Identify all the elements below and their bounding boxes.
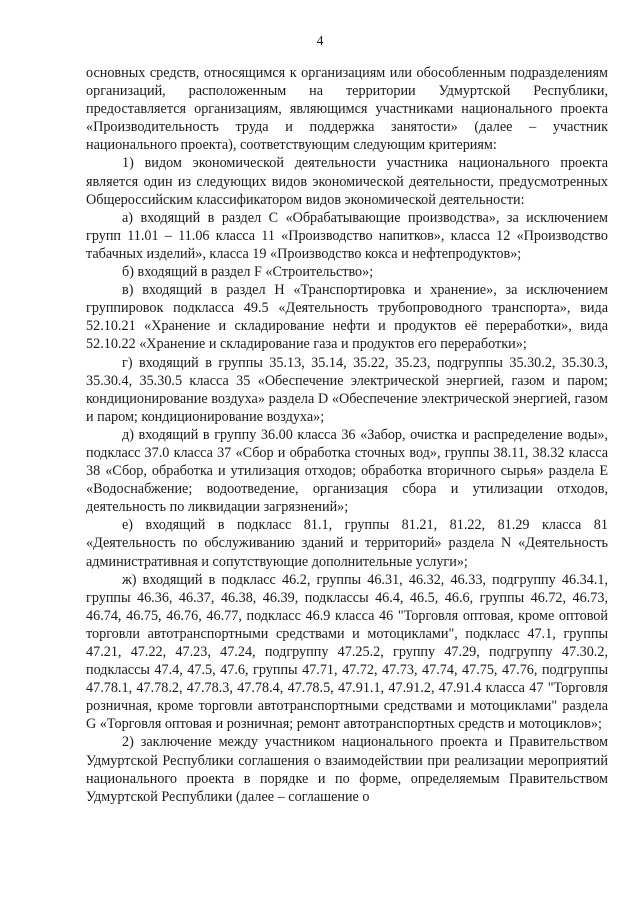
- paragraph-item-v: в) входящий в раздел H «Транспортировка и хранение», за исключением группировок подкласса 49.5 «Деятельность трубопроводного транспорта», вида 52.10.21 «Хранение и складирование нефти и продуктов её переработки», вида 52.10.22 «Хранение и складирование газа и продуктов его переработки»;: [86, 282, 608, 353]
- paragraph-intro: основных средств, относящимся к организациям или обособленным подразделениям организаций, расположенным на территории Удмуртской Республики, предоставляется организациям, являющимся участниками национального проекта «Производительность труда и поддержка занятости» (далее – участник национального проекта), соответствующим следующим критериям:: [86, 65, 608, 154]
- paragraph-item-d: д) входящий в группу 36.00 класса 36 «Забор, очистка и распределение воды», подкласс 37.0 класса 37 «Сбор и обработка сточных вод», группы 38.11, 38.32 класса 38 «Сбор, обработка и утилизация отходов; обработка вторичного сырья» раздела E «Водоснабжение; водоотведение, организация сбора и утилизации отходов, деятельность по ликвидации загрязнений»;: [86, 426, 608, 516]
- paragraph-item-b: б) входящий в раздел F «Строительство»;: [122, 264, 374, 281]
- page-number: 4: [316, 34, 324, 49]
- paragraph-criterion-1: 1) видом экономической деятельности участника национального проекта является один из следующих видов экономической деятельности, предусмотренных Общероссийским классификатором видов экономической деятельности:: [86, 155, 608, 208]
- paragraph-item-g: г) входящий в группы 35.13, 35.14, 35.22, 35.23, подгруппы 35.30.2, 35.30.3, 35.30.4, 35.30.5 класса 35 «Обеспечение электрической энергией, газом и паром; кондиционирование воздуха» раздела D «Обеспечение электрической энергией, газом и паром; кондиционирование воздуха»;: [86, 354, 608, 425]
- document-body: [86, 64, 608, 806]
- paragraph-item-e: е) входящий в подкласс 81.1, группы 81.21, 81.22, 81.29 класса 81 «Деятельность по обслуживанию зданий и территорий» раздела N «Деятельность административная и сопутствующие дополнительные услуги»;: [86, 517, 608, 570]
- paragraph-criterion-2: 2) заключение между участником национального проекта и Правительством Удмуртской Республики соглашения о взаимодействии при реализации мероприятий национального проекта в порядке и по форме, определяемым Правительством Удмуртской Республики (далее – соглашение о: [86, 734, 608, 805]
- paragraph-item-a: а) входящий в раздел C «Обрабатывающие производства», за исключением групп 11.01 – 11.06 класса 11 «Производство напитков», класса 12 «Производство табачных изделий», класса 19 «Производство кокса и нефтепродуктов»;: [86, 209, 608, 262]
- paragraph-item-zh: ж) входящий в подкласс 46.2, группы 46.31, 46.32, 46.33, подгруппу 46.34.1, группы 46.36, 46.37, 46.38, 46.39, подклассы 46.4, 46.5, 46.6, группы 46.72, 46.73, 46.74, 46.75, 46.76, 46.77, подкласс 46.9 класса 46 "Торговля оптовая, кроме оптовой торговли автотранспортными средствами и мотоциклами", подкласс 47.1, группы 47.21, 47.22, 47.23, 47.24, подгруппу 47.25.2, группу 47.29, подгруппу 47.30.2, подклассы 47.4, 47.5, 47.6, группы 47.71, 47.72, 47.73, 47.74, 47.75, 47.76, подгруппы 47.78.1, 47.78.2, 47.78.3, 47.78.4, 47.78.5, 47.91.1, 47.91.2, 47.91.4 класса 47 "Торговля розничная, кроме торговли автотранспортными средствами и мотоциклами" раздела G «Торговля оптовая и розничная; ремонт автотранспортных средств и мотоциклов»;: [86, 571, 608, 733]
